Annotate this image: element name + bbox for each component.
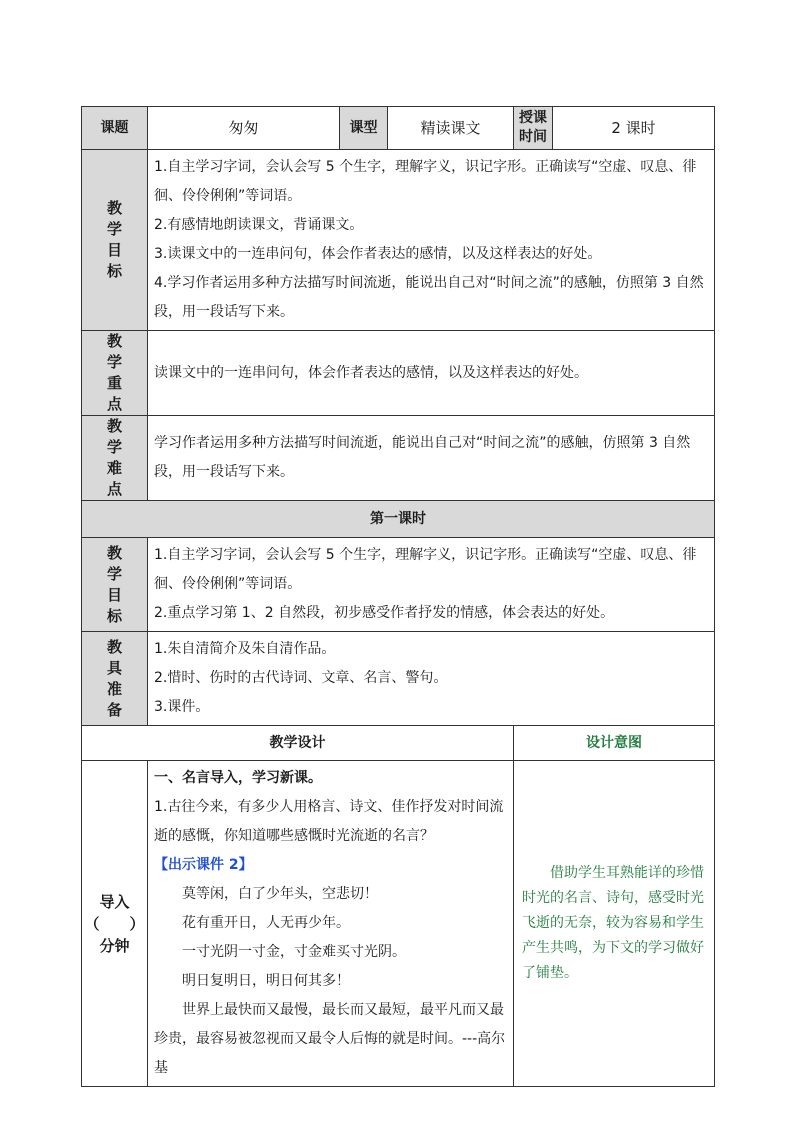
time-label: 授课时间 xyxy=(514,107,553,150)
topic-label: 课题 xyxy=(82,107,148,150)
quote-line: 明日复明日，明日何其多！ xyxy=(182,973,350,989)
goals-label: 教学目标 xyxy=(82,150,148,331)
goals-content xyxy=(148,150,715,331)
key-points-text: 读课文中的一连串问句，体会作者表达的感情，以及这样表达的好处。 xyxy=(148,331,715,416)
prep-content xyxy=(148,632,715,726)
goal-item: 2.有感情地朗读课文，背诵课文。 xyxy=(154,217,364,233)
goal-item: 4.学习作者运用多种方法描写时间流逝，能说出自己对“时间之流”的感触，仿照第 3 自然段，用一段话写下来。 xyxy=(154,275,704,320)
intro-label-line: （ ） xyxy=(84,914,145,933)
intent-label: 设计意图 xyxy=(514,726,715,761)
intro-label xyxy=(82,761,148,1087)
lesson-plan xyxy=(81,106,714,1087)
lesson1-goals-label: 教学目标 xyxy=(82,538,148,632)
quote-line: 花有重开日，人无再少年。 xyxy=(182,915,350,931)
type-label: 课型 xyxy=(340,107,388,150)
difficulties-label: 教学难点 xyxy=(82,416,148,501)
intro-label-line: 分钟 xyxy=(99,936,130,955)
intent-text: 借助学生耳熟能详的珍惜时光的名言、诗句，感受时光飞逝的无奈，较为容易和学生产生共鸣，为下文的学习做好了铺垫。 xyxy=(514,761,715,1087)
lesson-plan-table xyxy=(81,106,715,1087)
prep-label: 教具准备 xyxy=(82,632,148,726)
lesson1-title: 第一课时 xyxy=(82,501,715,538)
time-value: 2 课时 xyxy=(553,107,715,150)
lesson1-goal-item: 1.自主学习字词，会认会写 5 个生字，理解字义，识记字形。正确读写“空虚、叹息、徘徊、伶伶俐俐”等词语。 xyxy=(154,547,697,592)
section-heading: 一、名言导入，学习新课。 xyxy=(154,770,322,786)
quote-line: 莫等闲，白了少年头，空悲切！ xyxy=(182,886,378,902)
goal-item: 1.自主学习字词，会认会写 5 个生字，理解字义，识记字形。正确读写“空虚、叹息、徘徊、伶伶俐俐”等词语。 xyxy=(154,159,697,204)
quote-line: 一寸光阴一寸金，寸金难买寸光阴。 xyxy=(182,944,406,960)
key-points-label: 教学重点 xyxy=(82,331,148,416)
design-label: 教学设计 xyxy=(82,726,514,761)
type-value: 精读课文 xyxy=(388,107,514,150)
prep-item: 1.朱自清简介及朱自清作品。 xyxy=(154,641,336,657)
quote-line: 世界上最快而又最慢，最长而又最短，最平凡而又最珍贵，最容易被忽视而又最令人后悔的就是时间。---高尔基 xyxy=(154,1002,506,1076)
goal-item: 3.读课文中的一连串问句，体会作者表达的感情，以及这样表达的好处。 xyxy=(154,246,602,262)
prep-item: 3.课件。 xyxy=(154,699,210,715)
difficulties-text: 学习作者运用多种方法描写时间流逝，能说出自己对“时间之流”的感触，仿照第 3 自然段，用一段话写下来。 xyxy=(148,416,715,501)
intro-label-line: 导入 xyxy=(99,892,130,911)
question-text: 1.古往今来，有多少人用格言、诗文、佳作抒发对时间流逝的感慨，你知道哪些感慨时光流逝的名言？ xyxy=(154,799,504,844)
lesson1-goal-item: 2.重点学习第 1、2 自然段，初步感受作者抒发的情感，体会表达的好处。 xyxy=(154,605,615,621)
courseware-marker: 【出示课件 2】 xyxy=(154,857,253,873)
intro-content xyxy=(148,761,514,1087)
lesson1-goals-content xyxy=(148,538,715,632)
topic-value: 匆匆 xyxy=(148,107,340,150)
prep-item: 2.惜时、伤时的古代诗词、文章、名言、警句。 xyxy=(154,670,448,686)
